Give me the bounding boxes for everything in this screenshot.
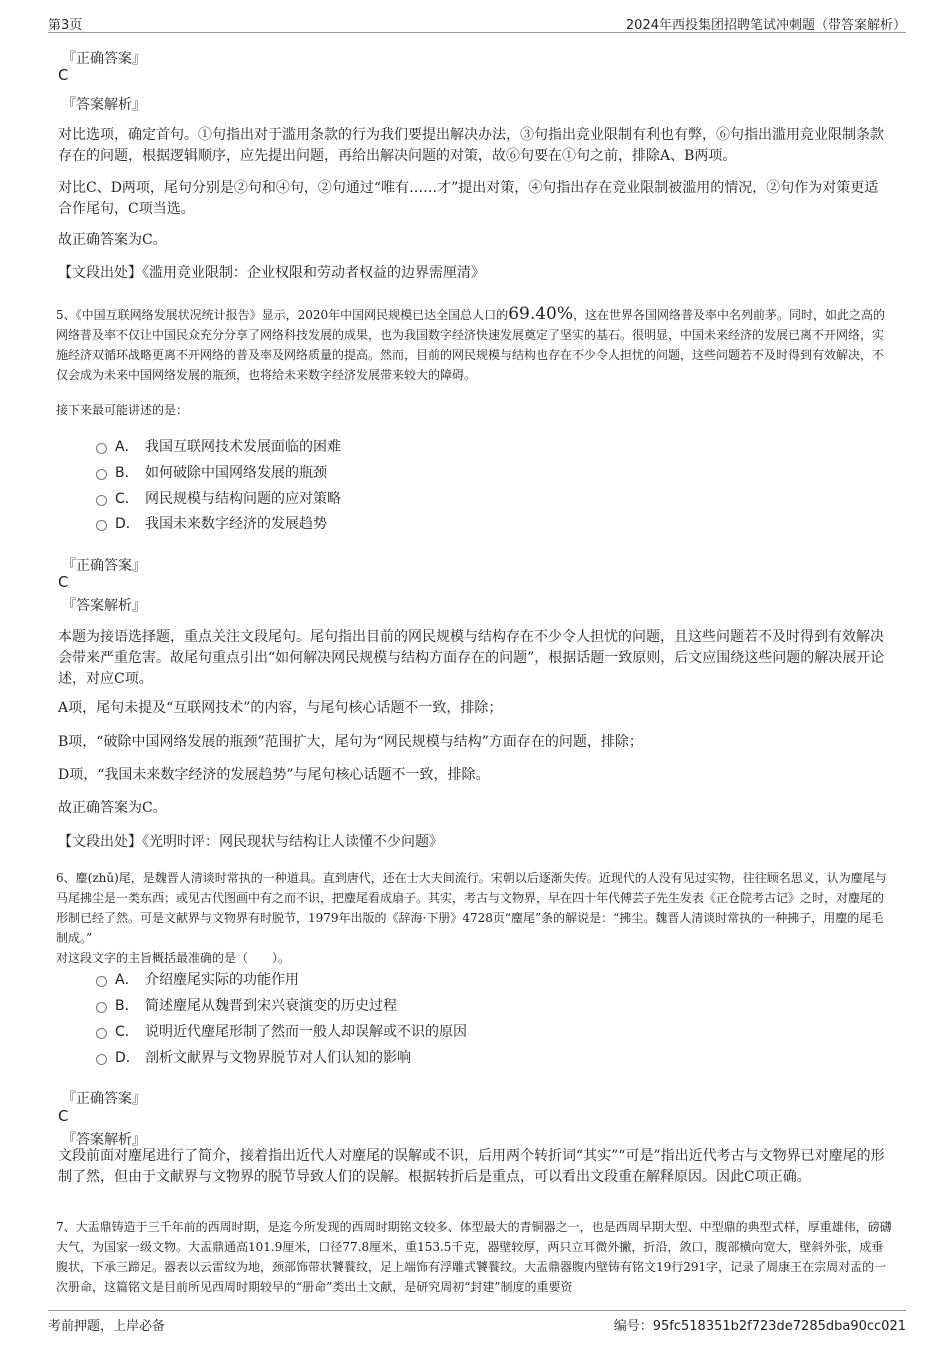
q5-source: 【文段出处】《光明时评：网民现状与结构让人读懂不少问题》 [58, 834, 443, 850]
analysis-label: 『答案解析』 [62, 1132, 146, 1148]
q5-option-c[interactable]: C． 网民规模与结构问题的应对策略 [96, 488, 341, 508]
radio-icon[interactable] [96, 469, 107, 480]
q4-analysis-2: 对比C、D两项，尾句分别是②句和④句，②句通过“唯有……才”提出对策，④句指出存在竞业限制被滥用的情况，②句作为对策更适合作尾句，C项当选。 [58, 180, 879, 217]
q5-option-b[interactable]: B． 如何破除中国网络发展的瓶颈 [96, 462, 327, 482]
q5-analysis-3: B项，“破除中国网络发展的瓶颈”范围扩大，尾句为“网民规模与结构”方面存在的问题，排除； [58, 734, 643, 750]
q5-stem-post: ，这在世界各国网络普及率中名列前茅。同时，如此之高的网络普及率不仅让中国民众充分分享了网络科技发展的成果，也为我国数字经济快速发展奠定了坚实的基石。很明显，中国未来经济的发展已离不开网络，实施经济双循环战略更离不开网络的普及率及网络质量的提高。然而，目前的网民规模与结构也存在不少令人担忧的问题，这些问题若不及时得到有效解决，不仅会成为未来中国网络发展的瓶颈，也将给未来数字经济发展带来较大的障碍。 [56, 308, 886, 382]
correct-answer-label: 『正确答案』 [62, 1091, 146, 1107]
q5-answer: C [58, 573, 69, 591]
q5-analysis-2: A项，尾句未提及“互联网技术”的内容，与尾句核心话题不一致，排除； [58, 700, 503, 716]
radio-icon[interactable] [96, 976, 107, 987]
q6-option-b[interactable]: B． 简述麈尾从魏晋到宋兴衰演变的历史过程 [96, 995, 397, 1015]
footer-slogan: 考前押题，上岸必备 [48, 1319, 166, 1334]
q6-analysis: 文段前面对麈尾进行了简介，接着指出近代人对麈尾的误解或不识，后用两个转折词“其实”“可是”指出近代考古与文物界已对麈尾的形制了然，但由于文献界与文物界的脱节导致人们的误解。根据转折后是重点，可以看出文段重在解释原因。因此C项正确。 [58, 1148, 885, 1185]
analysis-label: 『答案解析』 [62, 598, 146, 614]
q6-prompt: 对这段文字的主旨概括最准确的是（ ）。 [56, 951, 291, 965]
page-number: 第3页 [48, 18, 83, 33]
q6-option-c[interactable]: C． 说明近代麈尾形制了然而一般人却误解或不识的原因 [96, 1021, 467, 1041]
q6-answer: C [58, 1107, 69, 1125]
q5-analysis-5: 故正确答案为C。 [58, 800, 167, 816]
analysis-label: 『答案解析』 [62, 97, 146, 113]
page-footer [48, 1310, 906, 1333]
q4-source: 【文段出处】《滥用竞业限制：企业权限和劳动者权益的边界需厘清》 [58, 265, 485, 281]
q5-stem [56, 304, 892, 385]
correct-answer-label: 『正确答案』 [62, 558, 146, 574]
page-header [48, 12, 906, 33]
q6-stem: 6、麈(zhǔ)尾，是魏晋人清谈时常执的一种道具。直到唐代，还在士大夫间流行。宋朝以后逐渐失传。近现代的人没有见过实物，往往顾名思义，认为麈尾与马尾拂尘是一类东西；或见古代图画中有之而不识，把麈尾看成扇子。其实，考古与文物界，早在四十年代傅芸子先生发表《正仓院考古记》之时，对麈尾的形制已经了然。可是文献界与文物界有时脱节，1979年出版的《辞海·下册》4728页“麈尾”条的解说是：“拂尘。魏晋人清谈时常执的一种拂子，用麈的尾毛制成。” [56, 871, 887, 945]
document-title: 2024年西投集团招聘笔试冲刺题（带答案解析） [625, 18, 906, 33]
q5-analysis-4: D项，“我国未来数字经济的发展趋势”与尾句核心话题不一致，排除。 [58, 767, 490, 783]
q4-analysis-1: 对比选项，确定首句。①句指出对于滥用条款的行为我们要提出解决办法，③句指出竞业限制有利也有弊，⑥句指出滥用竞业限制条款存在的问题，根据逻辑顺序，应先提出问题，再给出解决问题的对策，故⑥句要在①句之前，排除A、B两项。 [58, 127, 884, 164]
radio-icon[interactable] [96, 1028, 107, 1039]
correct-answer-label: 『正确答案』 [62, 51, 146, 67]
q5-option-a[interactable]: A． 我国互联网技术发展面临的困难 [96, 436, 341, 456]
footer-code: 编号：95fc518351b2f723de7285dba90cc021 [613, 1319, 906, 1334]
radio-icon[interactable] [96, 520, 107, 531]
q5-option-d[interactable]: D． 我国未来数字经济的发展趋势 [96, 513, 327, 533]
q5-stem-pre: 5、《中国互联网络发展状况统计报告》显示，2020年中国网民规模已达全国总人口的 [56, 308, 509, 322]
q5-prompt: 接下来最可能讲述的是： [56, 403, 189, 417]
q6-option-a[interactable]: A． 介绍麈尾实际的功能作用 [96, 969, 299, 989]
q4-analysis-3: 故正确答案为C。 [58, 232, 167, 248]
radio-icon[interactable] [96, 1054, 107, 1065]
q6-option-d[interactable]: D． 剖析文献界与文物界脱节对人们认知的影响 [96, 1047, 411, 1067]
q5-analysis-1: 本题为接语选择题，重点关注文段尾句。尾句指出目前的网民规模与结构存在不少令人担忧的问题，且这些问题若不及时得到有效解决会带来严重危害。故尾句重点引出“如何解决网民规模与结构方面存在的问题”，根据话题一致原则，后文应围绕这些问题的解决展开论述，对应C项。 [58, 629, 885, 687]
q5-percentage: 69.40% [508, 304, 574, 324]
q4-answer: C [58, 66, 69, 84]
radio-icon[interactable] [96, 495, 107, 506]
q7-stem: 7、大盂鼎铸造于三千年前的西周时期，是迄今所发现的西周时期铭文较多、体型最大的青铜器之一，也是西周早期大型、中型鼎的典型式样，厚重雄伟，磅礴大气，为国家一级文物。大盂鼎通高101.9厘米，口径77.8厘米，重153.5千克，器壁较厚，两只立耳微外撇，折沿，敛口，腹部横向宽大，壁斜外张，成垂腹状，下承三蹄足。器表以云雷纹为地，颈部饰带状饕餮纹，足上端饰有浮雕式饕餮纹。大盂鼎器腹内壁铸有铭文19行291字，记录了周康王在宗周对盂的一次册命，这篇铭文是目前所见西周时期较早的“册命”类出土文献，是研究周初“封建”制度的重要资 [56, 1220, 892, 1294]
radio-icon[interactable] [96, 443, 107, 454]
radio-icon[interactable] [96, 1002, 107, 1013]
